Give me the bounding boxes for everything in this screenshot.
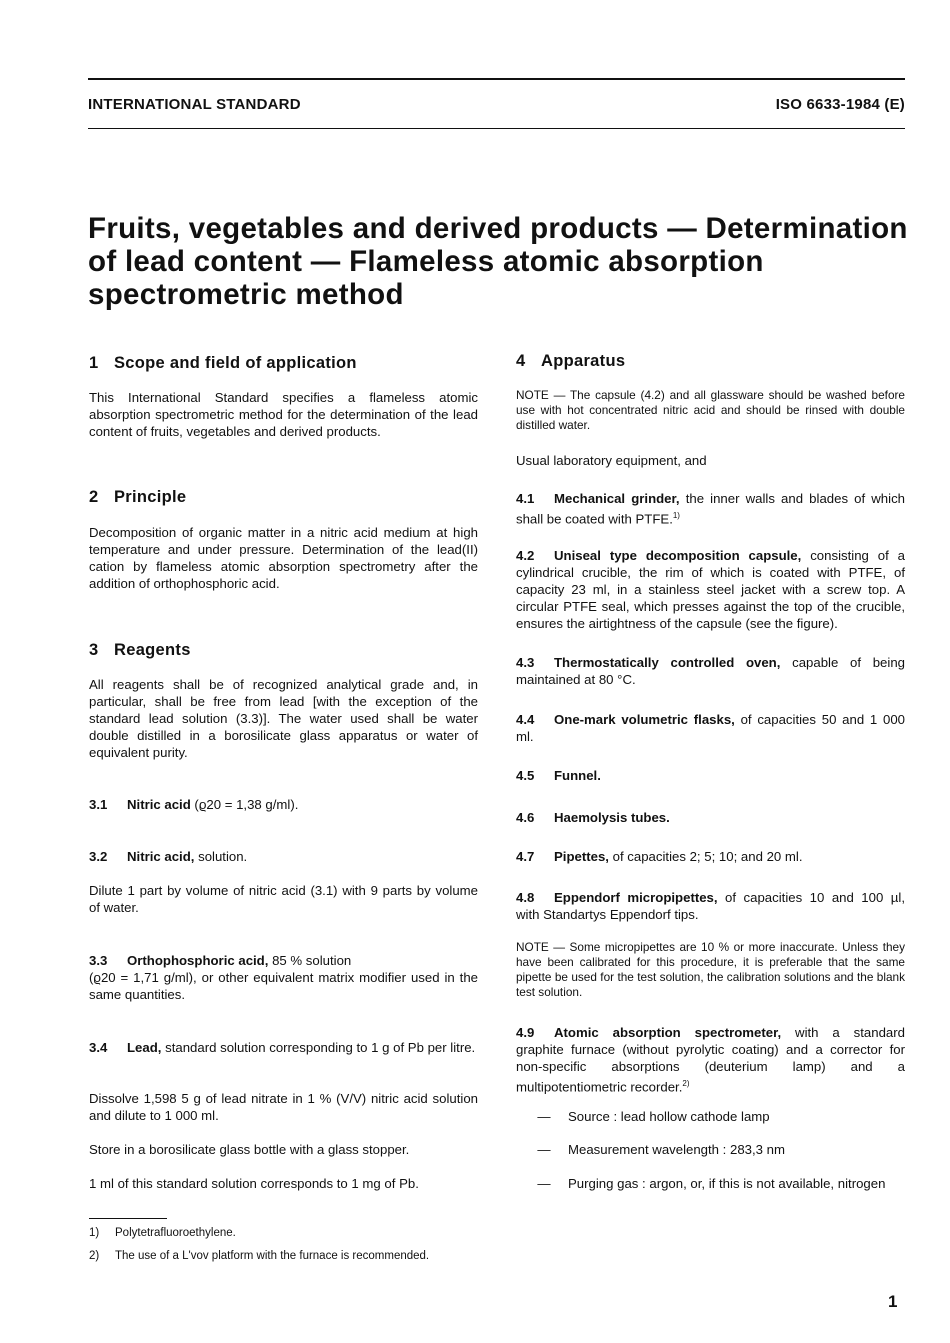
clause-text: of capacities 10 and 100 µl, with Standartys Eppendorf tips.: [516, 890, 905, 922]
clause-text: the inner walls and blades of which shall be coated with PTFE.: [516, 491, 905, 527]
title-line: Fruits, vegetables and derived products — Determination: [88, 212, 908, 245]
apparatus-4-3: [516, 654, 905, 688]
footnote-text: Polytetrafluoroethylene.: [115, 1227, 236, 1239]
apparatus-4-9: [516, 1024, 905, 1095]
clause-number: 4.2: [516, 548, 535, 563]
note-paragraph: NOTE — Some micropipettes are 10 % or more inaccurate. Unless they have been calibrated for this procedure, it is preferable that the same pipette be used for the test solution, the calibration solutions and the blank test solution.: [516, 940, 905, 999]
dash-bullet-icon: —: [537, 1142, 551, 1157]
footnote-ref: 1): [672, 511, 680, 520]
clause-number: 4.3: [516, 655, 535, 670]
list-item-text: Purging gas : argon, or, if this is not available, nitrogen: [568, 1176, 886, 1191]
footnote: [89, 1249, 429, 1263]
clause-number: 4.4: [516, 712, 535, 727]
dilution-paragraph: Dilute 1 part by volume of nitric acid (3.1) with 9 parts by volume of water.: [89, 883, 478, 915]
footnote-number: 1): [89, 1227, 100, 1239]
clause-label: Nitric acid,: [127, 849, 195, 864]
clause-number: 4.8: [516, 890, 535, 905]
section-number: 3: [89, 641, 99, 659]
apparatus-4-1: [516, 490, 905, 527]
section-title: Scope and field of application: [114, 354, 357, 372]
clause-text: standard solution corresponding to 1 g of Pb per litre.: [161, 1040, 476, 1055]
clause-label: Funnel.: [554, 768, 601, 783]
clause-label: Thermostatically controlled oven,: [554, 655, 781, 670]
clause-text: of capacities 2; 5; 10; and 20 ml.: [608, 849, 803, 864]
clause-label: Pipettes,: [554, 849, 609, 864]
clause-text: capable of being maintained at 80 °C.: [516, 655, 905, 687]
reagent-3-4: [89, 1039, 478, 1056]
clause-label: Eppendorf micropipettes,: [554, 890, 718, 905]
clause-label: Haemolysis tubes.: [554, 810, 670, 825]
list-item-text: Source : lead hollow cathode lamp: [568, 1109, 770, 1124]
section-heading: [89, 352, 478, 374]
dash-bullet-icon: —: [537, 1109, 551, 1124]
apparatus-4-8: [516, 889, 905, 923]
clause-number: 3.3: [89, 953, 108, 968]
clause-number: 3.1: [89, 797, 108, 812]
clause-label: Mechanical grinder,: [554, 491, 680, 506]
clause-number: 3.4: [89, 1040, 108, 1055]
footnote-number: 2): [89, 1250, 100, 1262]
scope-paragraph: This International Standard specifies a flameless atomic absorption spectrometric method for the determination of the lead content of fruits, vegetables and derived products.: [89, 390, 478, 439]
section-number: 4: [516, 352, 526, 370]
clause-label: Nitric acid: [127, 797, 191, 812]
apparatus-4-4: [516, 711, 905, 745]
principle-paragraph: Decomposition of organic matter in a nitric acid medium at high temperature and under pressure. Determination of the lead(II) cation by flameless atomic absorption spectrometry after the addition of orthophosphoric acid.: [89, 525, 478, 591]
clause-number: 3.2: [89, 849, 108, 864]
footnote: [89, 1226, 236, 1240]
clause-label: Lead,: [127, 1040, 162, 1055]
dash-bullet-icon: —: [537, 1176, 551, 1191]
clause-text: consisting of a cylindrical crucible, the rim of which is coated with PTFE, of capacity 23 ml, in a stainless steel jacket with a screw top. A circular PTFE seal, which presses against the top of the crucible, ensures the airtightness of the capsule (see the figure).: [516, 548, 906, 631]
section-heading: [89, 639, 478, 661]
section-heading: [89, 486, 478, 508]
clause-text: (ϱ20 = 1,38 g/ml).: [190, 797, 299, 812]
list-item: [516, 1108, 905, 1125]
clause-number: 4.5: [516, 768, 535, 783]
list-item: [516, 1175, 905, 1192]
header-top-rule: [88, 78, 905, 80]
footnote-text: The use of a L'vov platform with the furnace is recommended.: [115, 1250, 430, 1262]
section-title: Reagents: [114, 641, 191, 659]
reagent-3-1: [89, 796, 478, 813]
page-number: 1: [888, 1292, 898, 1311]
standard-type-label: INTERNATIONAL STANDARD: [88, 96, 301, 113]
section-heading: [516, 350, 905, 372]
clause-text: 85 % solution: [268, 953, 352, 968]
note-paragraph: NOTE — The capsule (4.2) and all glassware should be washed before use with hot concentrated nitric acid and should be rinsed with double distilled water.: [516, 388, 905, 432]
clause-text: with a standard graphite furnace (without pyrolytic coating) and a corrector for non-specific absorptions (deuterium lamp) and a multipotentiometric recorder.: [516, 1025, 905, 1095]
clause-label: One-mark volumetric flasks,: [554, 712, 735, 727]
storage-paragraph: Store in a borosilicate glass bottle with a glass stopper.: [89, 1142, 410, 1157]
title-line: of lead content — Flameless atomic absorption: [88, 245, 764, 278]
clause-label: Orthophosphoric acid,: [127, 953, 269, 968]
apparatus-4-5: [516, 767, 905, 784]
reagent-3-3: [89, 952, 478, 1003]
clause-label: Atomic absorption spectrometer,: [554, 1025, 782, 1040]
section-title: Principle: [114, 488, 187, 506]
reagent-3-2: [89, 848, 478, 865]
clause-text: of capacities 50 and 1 000 ml.: [516, 712, 905, 744]
list-item-text: Measurement wavelength : 283,3 nm: [568, 1142, 785, 1157]
apparatus-4-2: [516, 547, 905, 632]
apparatus-4-6: [516, 809, 905, 826]
equipment-intro: Usual laboratory equipment, and: [516, 453, 707, 468]
clause-text-continued: (ϱ20 = 1,71 g/ml), or other equivalent matrix modifier used in the same quantities.: [89, 970, 478, 1002]
section-title: Apparatus: [541, 352, 626, 370]
section-number: 1: [89, 354, 99, 372]
document-title: [88, 212, 908, 311]
clause-label: Uniseal type decomposition capsule,: [554, 548, 802, 563]
header-bottom-rule: [88, 128, 905, 129]
title-line: spectrometric method: [88, 278, 404, 311]
clause-number: 4.9: [516, 1025, 535, 1040]
clause-number: 4.1: [516, 491, 535, 506]
standard-number: ISO 6633-1984 (E): [775, 96, 905, 113]
clause-number: 4.7: [516, 849, 535, 864]
footnote-ref: 2): [682, 1079, 690, 1088]
section-number: 2: [89, 488, 99, 506]
list-item: [516, 1141, 905, 1158]
apparatus-4-7: [516, 848, 905, 865]
lead-preparation-paragraph: Dissolve 1,598 5 g of lead nitrate in 1 % (V/V) nitric acid solution and dilute to 1 000 ml.: [89, 1091, 478, 1123]
reagents-paragraph: All reagents shall be of recognized analytical grade and, in particular, shall be free from lead [with the exception of the standard lead solution (3.3)]. The water used shall be water double distilled in a borosilicate glass apparatus or water of equivalent purity.: [89, 677, 478, 760]
footnote-rule: [89, 1218, 167, 1219]
concentration-paragraph: 1 ml of this standard solution corresponds to 1 mg of Pb.: [89, 1176, 419, 1191]
clause-number: 4.6: [516, 810, 535, 825]
clause-text: solution.: [194, 849, 248, 864]
